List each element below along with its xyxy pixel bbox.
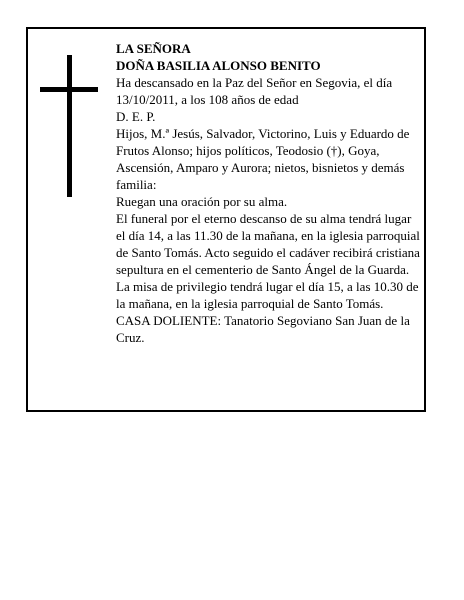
cross-horizontal-bar (40, 87, 98, 92)
notice-text (116, 40, 420, 346)
family-list: Hijos, M.ª Jesús, Salvador, Victorino, Luis y Eduardo de Frutos Alonso; hijos políticos, Teodosio (†), Goya, Ascensión, Amparo y Aurora; nietos, bisnietos y demás familia: (116, 126, 410, 192)
death-statement: Ha descansado en la Paz del Señor en Segovia, el día 13/10/2011, a los 108 años de edad (116, 75, 393, 107)
deceased-name: DOÑA BASILIA ALONSO BENITO (116, 58, 321, 73)
notice-title: LA SEÑORA (116, 41, 191, 56)
mass-details: La misa de privilegio tendrá lugar el día 15, a las 10.30 de la mañana, en la iglesia parroquial de Santo Tomás. (116, 279, 419, 311)
cross-vertical-bar (67, 55, 72, 197)
cross-icon (40, 55, 98, 197)
rip-line: D. E. P. (116, 109, 156, 124)
prayer-request: Ruegan una oración por su alma. (116, 194, 288, 209)
mourning-house: CASA DOLIENTE: Tanatorio Segoviano San Juan de la Cruz. (116, 313, 410, 345)
funeral-details: El funeral por el eterno descanso de su alma tendrá lugar el día 14, a las 11.30 de la mañana, en la iglesia parroquial de Santo Tomás. Acto seguido el cadáver recibirá cristiana sepultura en el cementerio de Santo Ángel de la Guarda. (116, 211, 420, 277)
obituary-notice (26, 27, 426, 412)
